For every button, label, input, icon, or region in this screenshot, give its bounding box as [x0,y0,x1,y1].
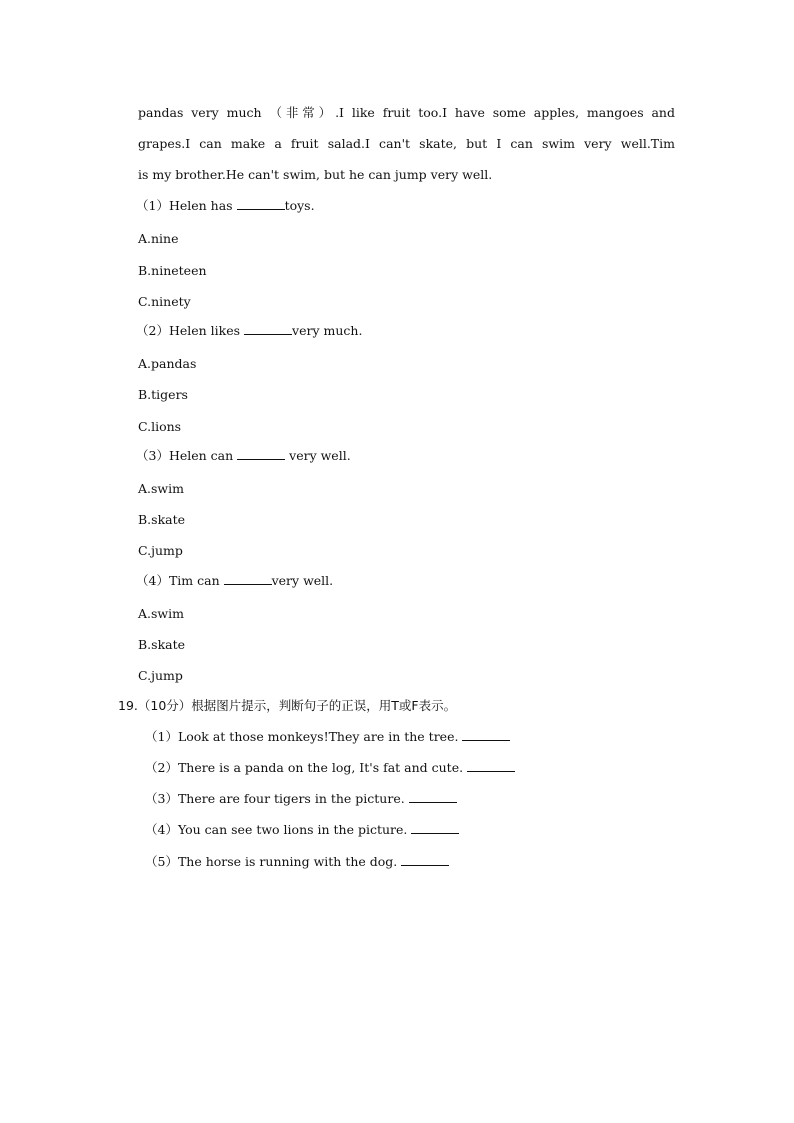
answer-blank[interactable] [244,323,292,335]
question-2 [136,323,362,339]
option-2c[interactable]: C.lions [138,419,182,434]
option-2a[interactable]: A.pandas [138,356,197,371]
question-text-before: Helen has [168,198,237,213]
item-number: （3） [145,791,178,806]
passage-line-3: is my brother.He can't swim, but he can jump very well. [138,167,493,182]
option-4a[interactable]: A.swim [138,606,184,621]
passage-line-2: grapes.I can make a fruit salad.I can't skate, but I can swim very well.Tim [138,136,675,151]
question-number: （3） [136,448,169,463]
tf-item-1 [145,729,510,745]
question-text-after: very well. [285,448,351,463]
question-text-after: toys. [284,198,315,213]
item-number: （2） [145,760,178,775]
question-4 [136,573,333,589]
question-text-after: very much. [292,323,363,338]
option-4c[interactable]: C.jump [138,668,183,683]
question-text-after: very well. [271,573,334,588]
option-1b[interactable]: B.nineteen [138,263,207,278]
question-text-before: Helen can [168,448,238,463]
item-text: Look at those monkeys!They are in the tree. [177,729,463,744]
answer-blank[interactable] [467,760,515,772]
item-number: （1） [145,729,178,744]
option-3b[interactable]: B.skate [138,512,186,527]
answer-blank[interactable] [409,791,457,803]
section-19-heading: 19.（10分）根据图片提示，判断句子的正误，用T或F表示。 [118,698,457,713]
answer-blank[interactable] [237,448,285,460]
item-number: （5） [145,854,178,869]
item-text: The horse is running with the dog. [177,854,402,869]
item-text: There is a panda on the log, It's fat and cute. [177,760,468,775]
question-1 [136,198,315,214]
answer-blank[interactable] [401,854,449,866]
option-3c[interactable]: C.jump [138,543,183,558]
passage-line-1: pandas very much （非常）.I like fruit too.I have some apples, mangoes and [138,105,675,120]
question-number: （2） [136,323,169,338]
option-2b[interactable]: B.tigers [138,387,188,402]
answer-blank[interactable] [224,573,272,585]
question-number: （4） [136,573,169,588]
option-4b[interactable]: B.skate [138,637,186,652]
item-text: You can see two lions in the picture. [177,822,412,837]
tf-item-5 [145,854,449,870]
tf-item-4 [145,822,459,838]
option-1c[interactable]: C.ninety [138,294,191,309]
answer-blank[interactable] [411,822,459,834]
option-1a[interactable]: A.nine [138,231,179,246]
tf-item-2 [145,760,515,776]
item-text: There are four tigers in the picture. [177,791,409,806]
question-text-before: Tim can [168,573,224,588]
item-number: （4） [145,822,178,837]
option-3a[interactable]: A.swim [138,481,184,496]
question-3 [136,448,351,464]
answer-blank[interactable] [237,198,285,210]
question-number: （1） [136,198,169,213]
answer-blank[interactable] [462,729,510,741]
tf-item-3 [145,791,457,807]
question-text-before: Helen likes [168,323,245,338]
